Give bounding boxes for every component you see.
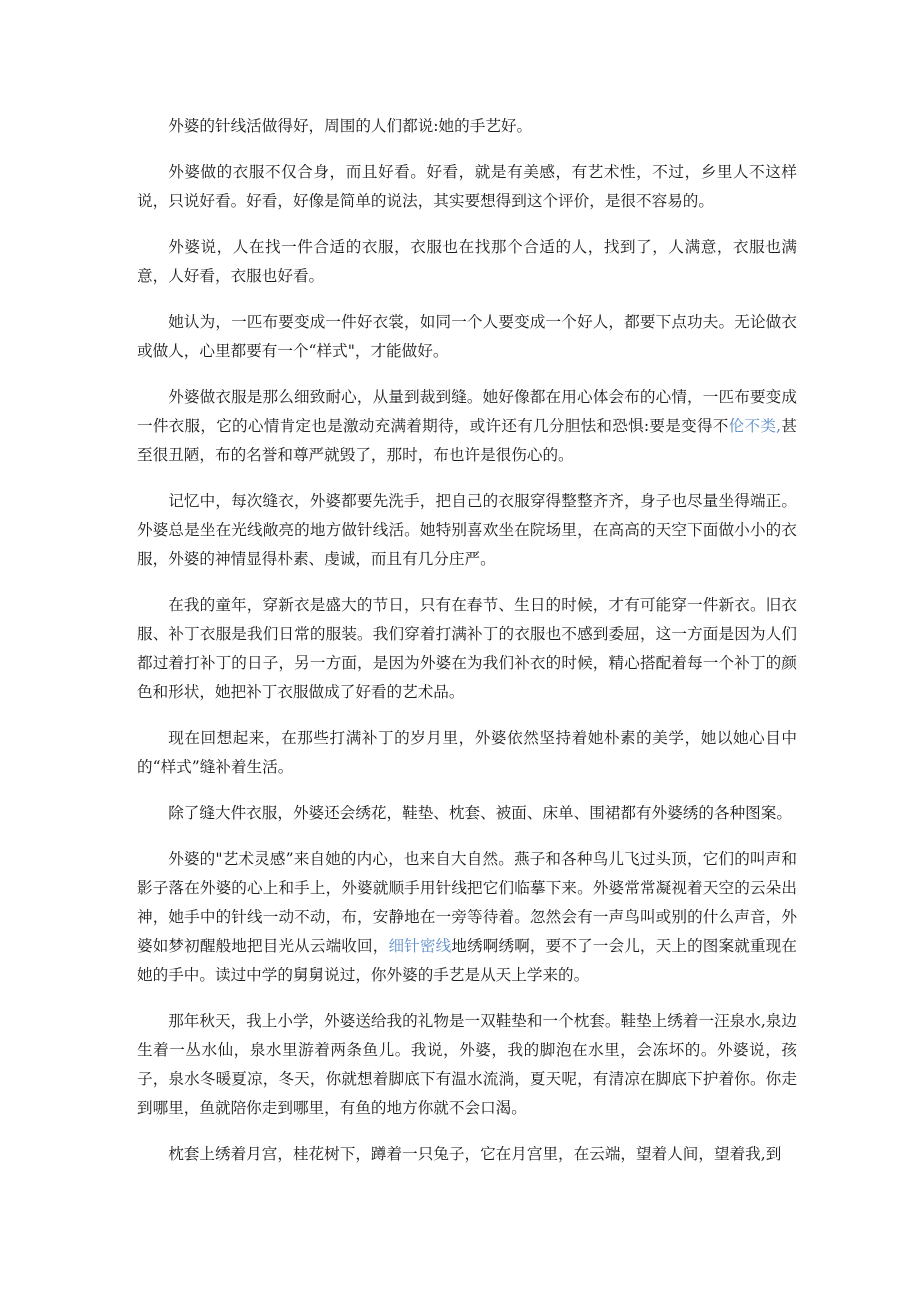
- paragraph-text: 在我的童年，穿新衣是盛大的节日，只有在春节、生日的时候，才有可能穿一件新衣。旧衣服、补丁衣服是我们日常的服装。我们穿着打满补丁的衣服也不感到委屈，这一方面是因为人们都过着打补丁的日子，另一方面，是因为外婆在为我们补衣的时候，精心搭配着每一个补丁的颜色和形状，她把补丁衣服做成了好看的艺术品。: [137, 596, 797, 701]
- paragraph-10: [137, 845, 797, 990]
- paragraph-6: [137, 487, 797, 574]
- paragraph-text: 她认为，一匹布要变成一件好衣裳，如同一个人要变成一个好人，都要下点功夫。无论做衣或做人，心里都要有一个“样式"，才能做好。: [137, 313, 797, 360]
- paragraph-text: 现在回想起来，在那些打满补丁的岁月里，外婆依然坚持着她朴素的美学，她以她心目中的“样式”缝补着生活。: [137, 729, 797, 776]
- paragraph-9: [137, 799, 797, 828]
- hyperlink-text[interactable]: 细针密线: [388, 937, 452, 955]
- paragraph-text: 外婆做的衣服不仅合身，而且好看。好看，就是有美感，有艺术性，不过，乡里人不这样说，只说好看。好看，好像是简单的说法，其实要想得到这个评价，是很不容易的。: [137, 163, 797, 210]
- paragraph-text: 记忆中，每次缝衣，外婆都要先洗手，把自己的衣服穿得整整齐齐，身子也尽量坐得端正。外婆总是坐在光线敞亮的地方做针线活。她特别喜欢坐在院场里，在高高的天空下面做小小的衣服，外婆的神情显得朴素、虔诚，而且有几分庄严。: [137, 492, 797, 568]
- document-body: [137, 112, 797, 1186]
- paragraph-text: 外婆说，人在找一件合适的衣服，衣服也在找那个合适的人，找到了，人满意，衣服也满意，人好看，衣服也好看。: [137, 238, 797, 285]
- paragraph-1: [137, 112, 797, 141]
- paragraph-3: [137, 233, 797, 291]
- paragraph-12: [137, 1140, 797, 1169]
- paragraph-5: [137, 383, 797, 470]
- paragraph-4: [137, 308, 797, 366]
- paragraph-text: 甚至很丑陋，布的名誉和尊严就毁了，那时，布也许是很伤心的。: [137, 417, 797, 464]
- hyperlink-text[interactable]: 伦不类,: [728, 417, 782, 435]
- paragraph-7: [137, 591, 797, 707]
- paragraph-text: 外婆做衣服是那么细致耐心，从量到裁到缝。她好像都在用心体会布的心情，一匹布要变成一件衣服，它的心情肯定也是激动充满着期待，或许还有几分胆怯和恐惧:要是变得不: [137, 388, 797, 435]
- paragraph-text: 地绣啊绣啊，要不了一会儿，天上的图案就重现在她的手中。读过中学的舅舅说过，你外婆的手艺是从天上学来的。: [137, 937, 797, 984]
- paragraph-text: 外婆的"艺术灵感”来自她的内心，也来自大自然。燕子和各种鸟儿飞过头顶，它们的叫声和影子落在外婆的心上和手上，外婆就顺手用针线把它们临摹下来。外婆常常凝视着天空的云朵出神，她手中的针线一动不动，布，安静地在一旁等待着。忽然会有一声鸟叫或别的什么声音，外婆如梦初醒般地把目光从云端收回，: [137, 850, 797, 955]
- paragraph-text: 枕套上绣着月宫，桂花树下，蹲着一只兔子，它在月宫里，在云端，望着人间，望着我,到: [168, 1145, 782, 1163]
- paragraph-text: 除了缝大件衣服，外婆还会绣花，鞋垫、枕套、被面、床单、围裙都有外婆绣的各种图案。: [168, 804, 792, 822]
- paragraph-2: [137, 158, 797, 216]
- paragraph-11: [137, 1007, 797, 1123]
- paragraph-8: [137, 724, 797, 782]
- paragraph-text: 那年秋天，我上小学，外婆送给我的礼物是一双鞋垫和一个枕套。鞋垫上绣着一汪泉水,泉边生着一丛水仙，泉水里游着两条鱼儿。我说，外婆，我的脚泡在水里，会冻坏的。外婆说，孩子，泉水冬暖夏凉，冬天，你就想着脚底下有温水流淌，夏天呢，有清凉在脚底下护着你。你走到哪里，鱼就陪你走到哪里，有鱼的地方你就不会口渴。: [137, 1012, 797, 1117]
- paragraph-text: 外婆的针线活做得好，周围的人们都说:她的手艺好。: [168, 117, 533, 135]
